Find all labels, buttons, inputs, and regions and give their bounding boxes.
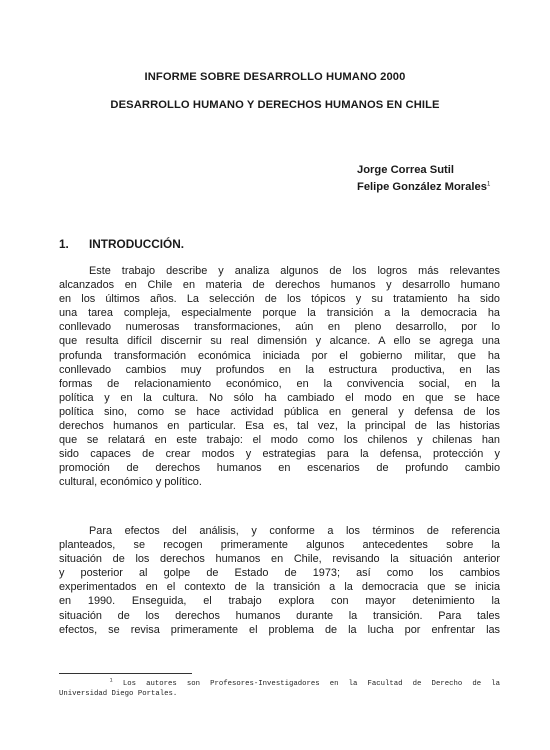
text-line: y posterior al golpe de Estado de 1973; así como los cambios [59,567,500,580]
text-line: situación de los derechos humanos durante la transición. Para tales [59,609,500,622]
text-line: que se relatará en este trabajo: el modo como los chilenos y chilenas han [59,434,500,447]
text-line: derechos humanos en particular. Esa es, tal vez, la principal de las historias [59,420,500,433]
authors-block [357,162,490,196]
footnote [59,679,500,699]
footnote-line: Universidad Diego Portales. [59,690,178,698]
text-line: una tarea compleja, especialmente porque la transición a la democracia ha [59,307,500,320]
text-line: cultural, económico y político. [59,476,202,489]
text-line: en 1990. Enseguida, el trabajo explora con mayor detenimiento la [59,595,500,608]
section-title: INTRODUCCIÓN. [89,237,185,251]
text-line: planteados, se recogen primeramente algunos antecedentes sobre la [59,539,500,552]
author-line [357,179,490,196]
author-name: Felipe González Morales [357,181,487,193]
section-heading [59,237,184,251]
text-line: Este trabajo describe y analiza algunos de los logros más relevantes [89,265,500,277]
text-line: experimentados en el contexto de la transición a la democracia que se inicia [59,581,500,594]
footnote-marker: 1 [109,677,113,684]
text-line: situación de los derechos humanos en Chile, revisando la situación anterior [59,553,500,566]
section-number: 1. [59,237,69,251]
author-name: Jorge Correa Sutil [357,164,454,176]
text-line: en los últimos años. La selección de los tópicos y su tratamiento ha sido [59,293,500,306]
text-line: política y en la cultura. No sólo ha cambiado el modo en que se hace [59,391,500,404]
text-line: promoción de derechos humanos en escenarios de profundo cambio [59,462,500,475]
text-line: que resulta difícil discernir su real dimensión y alcance. A ello se agrega una [59,335,500,348]
text-line: política sino, como se hace actividad pública en general y defensa de los [59,405,500,418]
paragraph [59,264,500,490]
text-line: profunda transformación económica iniciada por el gobierno militar, que ha [59,349,500,362]
paragraph [59,524,500,637]
text-line: Para efectos del análisis, y conforme a los términos de referencia [89,525,500,537]
text-line: alcanzados en Chile en materia de derechos humanos y desarrollo humano [59,279,500,292]
footnote-line [59,679,500,689]
footnote-marker: 1 [486,181,491,188]
text-line: formas de relacionamiento económico, en la convivencia social, en la [59,377,500,390]
report-subtitle: DESARROLLO HUMANO Y DERECHOS HUMANOS EN CHILE [110,99,440,111]
text-line: conllevado cambios muy profundos en la estructura productiva, en las [59,363,500,376]
text-line: sido capaces de crear modos y estrategias para la defensa, protección y [59,448,500,461]
footnote-divider [59,673,192,674]
text-line: conllevado numerosas transformaciones, aún en pleno desarrollo, por lo [59,321,500,334]
footnote-text: Los autores son Profesores-Investigadores en la Facultad de Derecho de la [122,680,500,688]
report-title: INFORME SOBRE DESARROLLO HUMANO 2000 [144,71,406,83]
text-line: efectos, se revisa primeramente el problema de la lucha por enfrentar las [59,623,500,636]
